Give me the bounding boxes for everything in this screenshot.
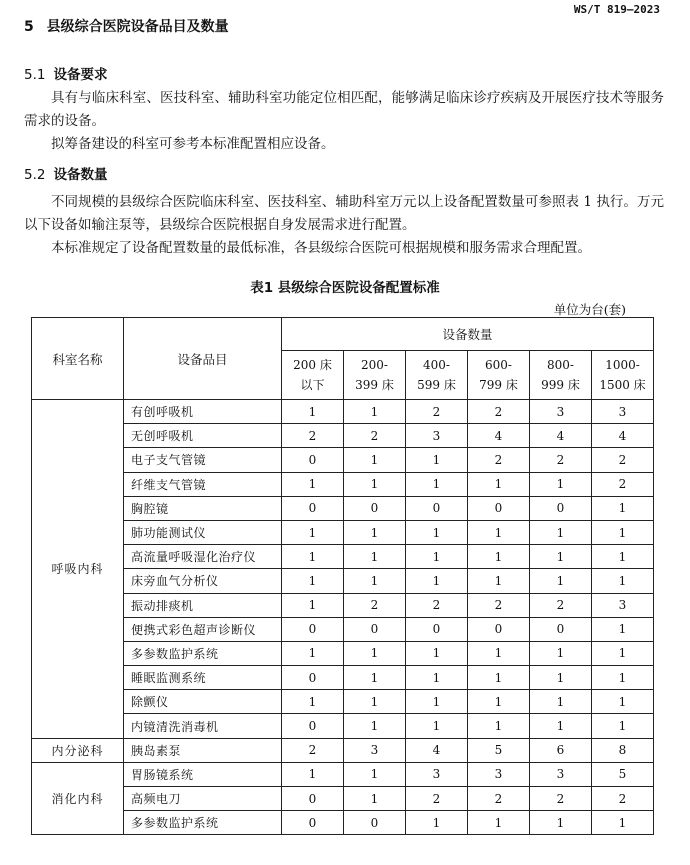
quantity-cell: 2 (406, 787, 468, 811)
quantity-cell: 0 (282, 448, 344, 472)
item-cell: 振动排痰机 (124, 593, 282, 617)
header-item: 设备品目 (124, 318, 282, 400)
section-5-1-number: 5.1 (24, 67, 46, 83)
item-cell: 便携式彩色超声诊断仪 (124, 617, 282, 641)
table-row (32, 569, 654, 593)
quantity-cell: 3 (592, 593, 654, 617)
item-cell: 无创呼吸机 (124, 424, 282, 448)
quantity-cell: 0 (282, 666, 344, 690)
quantity-cell: 1 (592, 496, 654, 520)
quantity-cell: 4 (592, 424, 654, 448)
quantity-cell: 0 (468, 496, 530, 520)
quantity-cell: 3 (406, 762, 468, 786)
quantity-cell: 1 (282, 472, 344, 496)
quantity-cell: 1 (530, 811, 592, 835)
table-row (32, 690, 654, 714)
quantity-cell: 1 (468, 641, 530, 665)
quantity-cell: 1 (406, 641, 468, 665)
quantity-cell: 2 (406, 400, 468, 424)
quantity-cell: 1 (592, 617, 654, 641)
quantity-cell: 2 (530, 593, 592, 617)
quantity-cell: 1 (344, 448, 406, 472)
section-5-1-paragraph-1: 具有与临床科室、医技科室、辅助科室功能定位相匹配，能够满足临床诊疗疾病及开展医疗技术等服务需求的设备。 (24, 90, 664, 129)
quantity-cell: 0 (344, 496, 406, 520)
table-row (32, 617, 654, 641)
section-5-2-number: 5.2 (24, 167, 46, 183)
item-cell: 纤维支气管镜 (124, 472, 282, 496)
quantity-cell: 2 (468, 593, 530, 617)
quantity-cell: 3 (530, 400, 592, 424)
section-5-2-title: 设备数量 (53, 167, 108, 183)
quantity-cell: 2 (344, 593, 406, 617)
quantity-cell: 0 (282, 714, 344, 738)
quantity-cell: 1 (530, 641, 592, 665)
quantity-cell: 1 (592, 714, 654, 738)
quantity-cell: 1 (592, 520, 654, 544)
item-cell: 高频电刀 (124, 787, 282, 811)
header-bed-range (530, 351, 592, 400)
quantity-cell: 0 (344, 617, 406, 641)
quantity-cell: 2 (530, 448, 592, 472)
header-bed-range-line: 399 床 (355, 378, 394, 392)
header-bed-range-line: 799 床 (479, 378, 518, 392)
quantity-cell: 1 (592, 569, 654, 593)
quantity-cell: 1 (592, 666, 654, 690)
item-cell: 除颤仪 (124, 690, 282, 714)
section-5-title: 县级综合医院设备品目及数量 (46, 19, 229, 35)
quantity-cell: 1 (592, 690, 654, 714)
quantity-cell: 1 (468, 472, 530, 496)
quantity-cell: 1 (468, 520, 530, 544)
dept-cell: 消化内科 (32, 762, 124, 835)
table-row (32, 738, 654, 762)
quantity-cell: 1 (468, 666, 530, 690)
item-cell: 多参数监护系统 (124, 811, 282, 835)
table-row (32, 472, 654, 496)
header-bed-range (282, 351, 344, 400)
quantity-cell: 1 (344, 787, 406, 811)
quantity-cell: 1 (344, 545, 406, 569)
table-row (32, 424, 654, 448)
item-cell: 睡眠监测系统 (124, 666, 282, 690)
section-5-number: 5 (24, 19, 34, 35)
quantity-cell: 0 (530, 496, 592, 520)
quantity-cell: 1 (282, 762, 344, 786)
quantity-cell: 1 (468, 569, 530, 593)
dept-cell: 内分泌科 (32, 738, 124, 762)
quantity-cell: 3 (468, 762, 530, 786)
quantity-cell: 2 (530, 787, 592, 811)
header-quantity-group: 设备数量 (282, 318, 654, 351)
quantity-cell: 1 (592, 811, 654, 835)
quantity-cell: 1 (406, 545, 468, 569)
table-row (32, 762, 654, 786)
table-row (32, 811, 654, 835)
item-cell: 有创呼吸机 (124, 400, 282, 424)
quantity-cell: 1 (344, 569, 406, 593)
quantity-cell: 1 (530, 472, 592, 496)
equipment-table (31, 317, 654, 835)
quantity-cell: 1 (282, 593, 344, 617)
quantity-cell: 5 (468, 738, 530, 762)
item-cell: 胃肠镜系统 (124, 762, 282, 786)
quantity-cell: 1 (592, 641, 654, 665)
quantity-cell: 1 (282, 545, 344, 569)
header-bed-range-line: 599 床 (417, 378, 456, 392)
header-bed-range (344, 351, 406, 400)
quantity-cell: 1 (406, 690, 468, 714)
item-cell: 多参数监护系统 (124, 641, 282, 665)
quantity-cell: 8 (592, 738, 654, 762)
quantity-cell: 0 (406, 496, 468, 520)
header-dept: 科室名称 (32, 318, 124, 400)
quantity-cell: 1 (406, 811, 468, 835)
quantity-cell: 1 (530, 520, 592, 544)
item-cell: 肺功能测试仪 (124, 520, 282, 544)
table-unit: 单位为台(套) (553, 302, 626, 317)
item-cell: 电子支气管镜 (124, 448, 282, 472)
quantity-cell: 2 (282, 738, 344, 762)
quantity-cell: 2 (592, 448, 654, 472)
quantity-cell: 1 (344, 666, 406, 690)
standard-code: WS/T 819—2023 (573, 3, 660, 16)
table-row (32, 641, 654, 665)
section-5-1-paragraph-2: 拟筹备建设的科室可参考本标准配置相应设备。 (51, 136, 335, 152)
section-5-2-paragraph-2: 本标准规定了设备配置数量的最低标准，各县级综合医院可根据规模和服务需求合理配置。 (51, 240, 591, 256)
quantity-cell: 1 (344, 641, 406, 665)
quantity-cell: 1 (344, 690, 406, 714)
quantity-cell: 1 (530, 666, 592, 690)
quantity-cell: 6 (530, 738, 592, 762)
quantity-cell: 2 (468, 400, 530, 424)
quantity-cell: 1 (282, 400, 344, 424)
quantity-cell: 1 (530, 690, 592, 714)
header-bed-range (592, 351, 654, 400)
section-5-heading (24, 16, 229, 36)
header-bed-range-line: 999 床 (541, 378, 580, 392)
table-row (32, 545, 654, 569)
quantity-cell: 3 (592, 400, 654, 424)
quantity-cell: 1 (530, 569, 592, 593)
item-cell: 胰岛素泵 (124, 738, 282, 762)
section-5-1-heading (24, 63, 107, 83)
quantity-cell: 3 (344, 738, 406, 762)
quantity-cell: 5 (592, 762, 654, 786)
quantity-cell: 1 (344, 762, 406, 786)
header-bed-range-line: 1500 床 (599, 378, 646, 392)
header-bed-range-line: 200 床 (293, 358, 332, 372)
quantity-cell: 1 (406, 448, 468, 472)
quantity-cell: 0 (282, 496, 344, 520)
table-row (32, 496, 654, 520)
header-bed-range-line: 400- (423, 358, 450, 372)
quantity-cell: 2 (592, 472, 654, 496)
item-cell: 高流量呼吸湿化治疗仪 (124, 545, 282, 569)
quantity-cell: 1 (344, 520, 406, 544)
quantity-cell: 1 (344, 472, 406, 496)
quantity-cell: 1 (468, 690, 530, 714)
quantity-cell: 0 (344, 811, 406, 835)
table-row (32, 520, 654, 544)
quantity-cell: 1 (344, 714, 406, 738)
quantity-cell: 4 (406, 738, 468, 762)
table-row (32, 448, 654, 472)
item-cell: 内镜清洗消毒机 (124, 714, 282, 738)
quantity-cell: 1 (468, 714, 530, 738)
section-5-2-paragraph-1: 不同规模的县级综合医院临床科室、医技科室、辅助科室万元以上设备配置数量可参照表 1 执行。万元以下设备如输注泵等，县级综合医院根据自身发展需求进行配置。 (24, 194, 664, 233)
quantity-cell: 1 (282, 520, 344, 544)
quantity-cell: 4 (530, 424, 592, 448)
quantity-cell: 0 (530, 617, 592, 641)
quantity-cell: 4 (468, 424, 530, 448)
quantity-cell: 1 (282, 690, 344, 714)
quantity-cell: 2 (344, 424, 406, 448)
header-bed-range-line: 以下 (300, 378, 325, 392)
header-bed-range (468, 351, 530, 400)
table-row (32, 666, 654, 690)
quantity-cell: 1 (530, 714, 592, 738)
header-bed-range-line: 600- (485, 358, 512, 372)
table-row (32, 787, 654, 811)
quantity-cell: 1 (406, 520, 468, 544)
item-cell: 胸腔镜 (124, 496, 282, 520)
table-row (32, 400, 654, 424)
quantity-cell: 1 (592, 545, 654, 569)
quantity-cell: 1 (406, 714, 468, 738)
section-5-2-heading (24, 163, 107, 183)
quantity-cell: 1 (468, 545, 530, 569)
quantity-cell: 0 (282, 787, 344, 811)
quantity-cell: 2 (468, 787, 530, 811)
quantity-cell: 2 (406, 593, 468, 617)
quantity-cell: 2 (468, 448, 530, 472)
dept-cell: 呼吸内科 (32, 400, 124, 739)
quantity-cell: 0 (468, 617, 530, 641)
quantity-cell: 0 (282, 617, 344, 641)
header-bed-range-line: 1000- (605, 358, 640, 372)
quantity-cell: 1 (406, 666, 468, 690)
table-title: 表1 县级综合医院设备配置标准 (250, 280, 440, 296)
quantity-cell: 1 (406, 569, 468, 593)
table-row (32, 593, 654, 617)
section-5-1-title: 设备要求 (53, 67, 108, 83)
quantity-cell: 2 (592, 787, 654, 811)
quantity-cell: 1 (468, 811, 530, 835)
quantity-cell: 3 (530, 762, 592, 786)
quantity-cell: 3 (406, 424, 468, 448)
quantity-cell: 1 (406, 472, 468, 496)
quantity-cell: 1 (282, 641, 344, 665)
quantity-cell: 1 (282, 569, 344, 593)
header-bed-range-line: 200- (361, 358, 388, 372)
quantity-cell: 1 (530, 545, 592, 569)
header-bed-range (406, 351, 468, 400)
quantity-cell: 1 (344, 400, 406, 424)
item-cell: 床旁血气分析仪 (124, 569, 282, 593)
header-bed-range-line: 800- (547, 358, 574, 372)
quantity-cell: 0 (406, 617, 468, 641)
table-row (32, 714, 654, 738)
quantity-cell: 2 (282, 424, 344, 448)
quantity-cell: 0 (282, 811, 344, 835)
